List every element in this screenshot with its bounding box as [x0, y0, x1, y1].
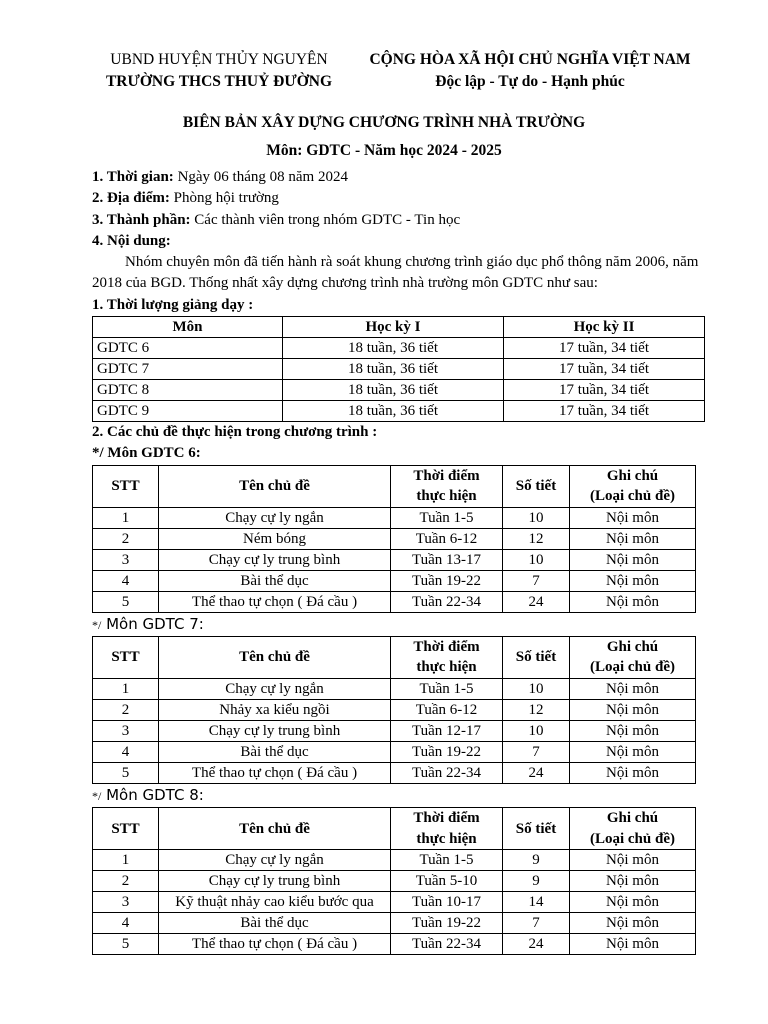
issuer-district: UBND HUYỆN THỦY NGUYÊN	[110, 51, 328, 68]
col-semester1: Học kỳ I	[283, 317, 504, 338]
gdtc7-rows	[93, 678, 696, 783]
cell-topic: Kỹ thuật nhảy cao kiểu bước qua	[159, 892, 391, 913]
col-semester2: Học kỳ II	[504, 317, 705, 338]
gdtc8-rows	[93, 850, 696, 955]
cell-time: Tuần 10-17	[391, 892, 503, 913]
members-label: 3. Thành phần:	[92, 211, 191, 228]
cell-stt: 2	[93, 528, 159, 549]
cell-stt: 5	[93, 934, 159, 955]
cell-periods: 9	[503, 850, 570, 871]
content-paragraph: Nhóm chuyên môn đã tiến hành rà soát khung chương trình giáo dục phổ thông năm 2006, năm 2018 của BGD. Thống nhất xây dựng chương trình nhà trường môn GDTC như sau:	[92, 254, 699, 292]
cell-periods: 7	[503, 570, 570, 591]
cell-time: Tuần 1-5	[391, 678, 503, 699]
cell: 18 tuần, 36 tiết	[283, 401, 504, 422]
national-motto-block	[352, 49, 708, 93]
col-time-line1: Thời điểm	[413, 638, 480, 655]
col-note-line1: Ghi chú	[606, 810, 659, 827]
teaching-time-table	[92, 316, 705, 422]
col-time	[391, 465, 503, 507]
cell-periods: 10	[503, 507, 570, 528]
col-stt: STT	[93, 465, 159, 507]
cell-stt: 1	[93, 507, 159, 528]
col-periods: Số tiết	[503, 808, 570, 850]
table-row	[93, 850, 696, 871]
national-name: CỘNG HÒA XÃ HỘI CHỦ NGHĨA VIỆT NAM	[369, 51, 691, 68]
table-row	[93, 934, 696, 955]
cell-time: Tuần 6-12	[391, 699, 503, 720]
content-label: 4. Nội dung:	[92, 232, 171, 249]
cell: GDTC 8	[93, 380, 283, 401]
table-row	[93, 591, 696, 612]
cell-note: Nội môn	[570, 549, 696, 570]
cell-periods: 24	[503, 591, 570, 612]
cell: 17 tuần, 34 tiết	[504, 338, 705, 359]
cell-note: Nội môn	[570, 699, 696, 720]
col-time-line1: Thời điểm	[413, 810, 480, 827]
cell-topic: Thể thao tự chọn ( Đá cầu )	[159, 934, 391, 955]
col-topic-name: Tên chủ đề	[159, 465, 391, 507]
col-time-line2: thực hiện	[416, 659, 477, 676]
col-note	[570, 636, 696, 678]
col-topic-name: Tên chủ đề	[159, 808, 391, 850]
table-header-row	[93, 317, 705, 338]
gdtc7-heading	[92, 614, 704, 636]
gdtc7-label: Môn GDTC 7:	[101, 614, 204, 633]
cell-topic: Bài thể dục	[159, 913, 391, 934]
cell-stt: 4	[93, 913, 159, 934]
cell-periods: 7	[503, 913, 570, 934]
cell-stt: 1	[93, 850, 159, 871]
table-row	[93, 678, 696, 699]
table-header-row	[93, 465, 696, 507]
col-stt: STT	[93, 636, 159, 678]
cell-note: Nội môn	[570, 850, 696, 871]
place-value: Phòng hội trường	[169, 190, 279, 207]
content-heading	[92, 231, 704, 252]
table-row	[93, 401, 705, 422]
cell: 17 tuần, 34 tiết	[504, 359, 705, 380]
cell-time: Tuần 12-17	[391, 720, 503, 741]
table-row	[93, 507, 696, 528]
issuer-school	[86, 71, 352, 93]
time-label: 1. Thời gian:	[92, 169, 174, 185]
cell-topic: Chạy cự ly ngắn	[159, 678, 391, 699]
table-row	[93, 741, 696, 762]
cell-time: Tuần 19-22	[391, 570, 503, 591]
motto-text: Độc lập - Tự do - Hạnh phúc	[435, 73, 625, 90]
col-note-line2: (Loại chủ đề)	[589, 830, 675, 847]
table-row	[93, 762, 696, 783]
table-row	[93, 892, 696, 913]
col-subject: Môn	[93, 317, 283, 338]
table-row	[93, 871, 696, 892]
table-row	[93, 913, 696, 934]
cell-note: Nội môn	[570, 507, 696, 528]
gdtc6-rows	[93, 507, 696, 612]
cell-time: Tuần 1-5	[391, 507, 503, 528]
cell: GDTC 7	[93, 359, 283, 380]
members-value: Các thành viên trong nhóm GDTC - Tin học	[190, 211, 461, 228]
col-time-line2: thực hiện	[416, 830, 477, 847]
cell-note: Nội môn	[570, 591, 696, 612]
cell-periods: 14	[503, 892, 570, 913]
topics-table-gdtc7	[92, 636, 696, 784]
cell-stt: 4	[93, 741, 159, 762]
cell: 18 tuần, 36 tiết	[283, 380, 504, 401]
topics-table-gdtc8	[92, 807, 696, 955]
table-row	[93, 720, 696, 741]
cell-time: Tuần 22-34	[391, 591, 503, 612]
motto	[352, 71, 708, 93]
document-title: BIÊN BẢN XÂY DỰNG CHƯƠNG TRÌNH NHÀ TRƯỜNG	[182, 114, 586, 131]
gdtc8-heading	[92, 785, 704, 807]
cell-stt: 4	[93, 570, 159, 591]
table-header-row	[93, 808, 696, 850]
cell-time: Tuần 22-34	[391, 934, 503, 955]
cell-note: Nội môn	[570, 570, 696, 591]
section1-heading: 1. Thời lượng giảng dạy :	[92, 296, 254, 313]
col-note	[570, 465, 696, 507]
cell-topic: Chạy cự ly trung bình	[159, 720, 391, 741]
col-note-line1: Ghi chú	[606, 467, 659, 484]
cell-periods: 24	[503, 934, 570, 955]
cell-topic: Thể thao tự chọn ( Đá cầu )	[159, 762, 391, 783]
col-note-line2: (Loại chủ đề)	[589, 488, 675, 505]
cell-periods: 10	[503, 678, 570, 699]
cell-note: Nội môn	[570, 913, 696, 934]
col-time	[391, 636, 503, 678]
cell-stt: 2	[93, 871, 159, 892]
cell-periods: 7	[503, 741, 570, 762]
gdtc6-label: Môn GDTC 6:	[103, 445, 201, 462]
cell-stt: 3	[93, 720, 159, 741]
time-value: Ngày 06 tháng 08 năm 2024	[173, 169, 348, 185]
gdtc6-heading	[92, 443, 704, 464]
cell-stt: 5	[93, 591, 159, 612]
cell: GDTC 6	[93, 338, 283, 359]
col-note-line1: Ghi chú	[606, 638, 659, 655]
cell-note: Nội môn	[570, 934, 696, 955]
members-line	[92, 210, 704, 231]
issuer-block	[86, 49, 352, 93]
cell-stt: 5	[93, 762, 159, 783]
cell: 18 tuần, 36 tiết	[283, 359, 504, 380]
cell: GDTC 9	[93, 401, 283, 422]
cell-note: Nội môn	[570, 741, 696, 762]
cell-time: Tuần 5-10	[391, 871, 503, 892]
cell: 17 tuần, 34 tiết	[504, 401, 705, 422]
cell-stt: 3	[93, 549, 159, 570]
cell-stt: 3	[93, 892, 159, 913]
table-row	[93, 549, 696, 570]
table-row	[93, 380, 705, 401]
cell-topic: Bài thể dục	[159, 741, 391, 762]
cell-topic: Ném bóng	[159, 528, 391, 549]
document-body	[92, 167, 704, 955]
document-subtitle: Môn: GDTC - Năm học 2024 - 2025	[266, 142, 502, 159]
col-stt: STT	[93, 808, 159, 850]
cell-note: Nội môn	[570, 892, 696, 913]
cell-note: Nội môn	[570, 678, 696, 699]
gdtc8-label: Môn GDTC 8:	[101, 785, 204, 804]
gdtc6-mark: */	[92, 445, 104, 462]
cell-time: Tuần 6-12	[391, 528, 503, 549]
cell-stt: 2	[93, 699, 159, 720]
table-row	[93, 528, 696, 549]
table-row	[93, 570, 696, 591]
topics-table-gdtc6	[92, 465, 696, 613]
cell-topic: Chạy cự ly ngắn	[159, 850, 391, 871]
table-row	[93, 359, 705, 380]
issuer-school-name: TRƯỜNG THCS THUỶ ĐƯỜNG	[105, 73, 333, 90]
cell-time: Tuần 13-17	[391, 549, 503, 570]
cell-note: Nội môn	[570, 762, 696, 783]
place-line	[92, 188, 704, 209]
cell-periods: 10	[503, 549, 570, 570]
cell-time: Tuần 19-22	[391, 741, 503, 762]
col-time-line2: thực hiện	[416, 488, 477, 505]
cell-time: Tuần 1-5	[391, 850, 503, 871]
col-time-line1: Thời điểm	[413, 467, 480, 484]
cell-note: Nội môn	[570, 528, 696, 549]
cell-periods: 12	[503, 699, 570, 720]
time-line	[92, 167, 704, 188]
table-row	[93, 338, 705, 359]
col-time	[391, 808, 503, 850]
cell-time: Tuần 22-34	[391, 762, 503, 783]
gdtc7-mark: */	[92, 617, 102, 632]
cell-topic: Chạy cự ly ngắn	[159, 507, 391, 528]
col-note	[570, 808, 696, 850]
cell-topic: Chạy cự ly trung bình	[159, 549, 391, 570]
cell-periods: 24	[503, 762, 570, 783]
cell-topic: Nhảy xa kiểu ngồi	[159, 699, 391, 720]
gdtc8-mark: */	[92, 788, 102, 803]
cell-topic: Bài thể dục	[159, 570, 391, 591]
cell-topic: Chạy cự ly trung bình	[159, 871, 391, 892]
table-header-row	[93, 636, 696, 678]
place-label: 2. Địa điểm:	[92, 190, 170, 207]
cell-note: Nội môn	[570, 720, 696, 741]
cell: 18 tuần, 36 tiết	[283, 338, 504, 359]
cell-note: Nội môn	[570, 871, 696, 892]
section2-heading: 2. Các chủ đề thực hiện trong chương trình :	[92, 424, 378, 441]
cell-periods: 10	[503, 720, 570, 741]
col-periods: Số tiết	[503, 636, 570, 678]
cell-periods: 9	[503, 871, 570, 892]
cell-time: Tuần 19-22	[391, 913, 503, 934]
table-row	[93, 699, 696, 720]
cell: 17 tuần, 34 tiết	[504, 380, 705, 401]
col-topic-name: Tên chủ đề	[159, 636, 391, 678]
cell-stt: 1	[93, 678, 159, 699]
cell-periods: 12	[503, 528, 570, 549]
cell-topic: Thể thao tự chọn ( Đá cầu )	[159, 591, 391, 612]
col-note-line2: (Loại chủ đề)	[589, 659, 675, 676]
col-periods: Số tiết	[503, 465, 570, 507]
